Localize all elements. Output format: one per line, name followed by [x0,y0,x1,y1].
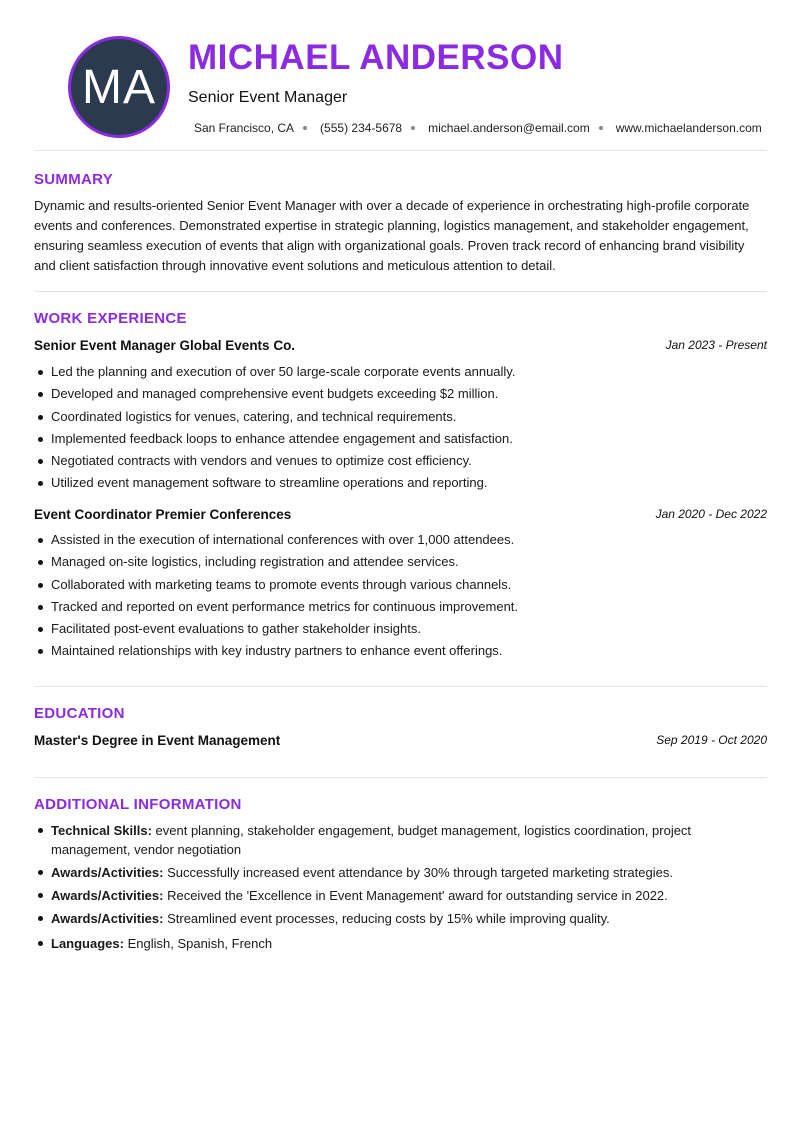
separator-dot-icon [411,126,415,130]
avatar [68,36,170,138]
item-key: Technical Skills: [51,823,152,838]
education-entry [34,733,767,748]
separator-dot-icon [303,126,307,130]
separator-dot-icon [599,126,603,130]
list-item: Coordinated logistics for venues, catering, and technical requirements. [34,406,767,428]
job-date: Jan 2023 - Present [665,338,767,352]
degree: Master's Degree in Event Management [34,733,281,748]
job-date: Jan 2020 - Dec 2022 [655,507,767,521]
summary-text: Dynamic and results-oriented Senior Event Manager with over a decade of experience in orchestrating high-profile corporate events and conferences. Demonstrated expertise in strategic planning, logistics management, and stakeholder engagement, ensuring seamless execution of events that align with organizational goals. Proven track record of enhancing brand visibility and client satisfaction through innovative event solutions and meticulous attention to detail. [34,198,750,273]
item-value: English, Spanish, French [123,936,273,951]
list-item [34,886,734,905]
job-heading [34,507,767,522]
list-item: Facilitated post-event evaluations to gather stakeholder insights. [34,618,767,640]
list-item: Maintained relationships with key industry partners to enhance event offerings. [34,640,767,662]
item-key: Awards/Activities: [51,865,164,880]
list-item: Developed and managed comprehensive event budgets exceeding $2 million. [34,383,767,405]
list-item: Led the planning and execution of over 50 large-scale corporate events annually. [34,361,767,383]
contact-website[interactable]: www.michaelanderson.com [615,121,762,135]
education-title: EDUCATION [34,705,125,722]
summary-title: SUMMARY [34,171,114,188]
resume-header [34,0,767,150]
list-item [34,863,734,882]
item-value: Successfully increased event attendance by 30% through targeted marketing strategies. [163,865,673,880]
list-item: Managed on-site logistics, including registration and attendee services. [34,551,767,573]
list-item: Negotiated contracts with vendors and venues to optimize cost efficiency. [34,450,767,472]
item-key: Awards/Activities: [51,911,164,926]
list-item [34,934,734,953]
item-value: event planning, stakeholder engagement, budget management, logistics coordination, project management, vendor negotiation [51,823,692,857]
section-divider [34,777,767,778]
contact-location: San Francisco, CA [194,121,295,135]
list-item: Assisted in the execution of international conferences with over 1,000 attendees. [34,529,767,551]
job-title: Senior Event Manager Global Events Co. [34,338,296,353]
list-item [34,821,734,859]
candidate-role: Senior Event Manager [188,89,348,106]
list-item: Tracked and reported on event performance metrics for continuous improvement. [34,596,767,618]
item-value: Received the 'Excellence in Event Management' award for outstanding service in 2022. [163,888,668,903]
list-item: Implemented feedback loops to enhance attendee engagement and satisfaction. [34,428,767,450]
additional-list [34,821,734,957]
section-divider [34,291,767,292]
job-bullets [34,529,767,663]
job-title: Event Coordinator Premier Conferences [34,507,292,522]
item-key: Languages: [51,936,124,951]
section-divider [34,150,767,151]
list-item [34,909,734,928]
avatar-initials: MA [82,60,156,114]
additional-title: ADDITIONAL INFORMATION [34,796,242,813]
section-divider [34,686,767,687]
list-item: Utilized event management software to streamline operations and reporting. [34,472,767,494]
job-heading [34,338,767,353]
item-value: Streamlined event processes, reducing costs by 15% while improving quality. [163,911,610,926]
contact-phone: (555) 234-5678 [320,121,403,135]
contact-line [194,121,762,135]
list-item: Collaborated with marketing teams to promote events through various channels. [34,574,767,596]
item-key: Awards/Activities: [51,888,164,903]
candidate-name: MICHAEL ANDERSON [188,38,564,77]
job-bullets [34,361,767,495]
experience-title: WORK EXPERIENCE [34,310,187,327]
contact-email[interactable]: michael.anderson@email.com [428,121,590,135]
education-date: Sep 2019 - Oct 2020 [656,733,767,747]
